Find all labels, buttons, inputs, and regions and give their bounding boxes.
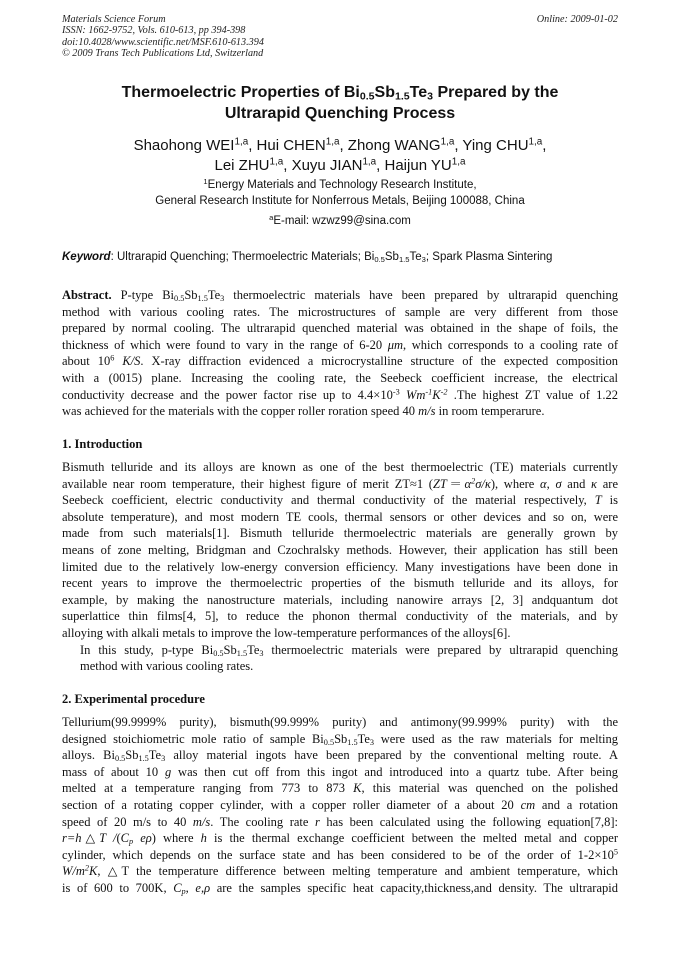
introduction-body bbox=[62, 459, 618, 675]
body-line: limited due to the relatively low-energy conversion efficiency. Many investigations have been done in bbox=[62, 559, 618, 574]
journal-header bbox=[62, 14, 618, 59]
abstract-line: was achieved for the materials with the copper roller roration speed 40 m/s in room temperarure. bbox=[62, 404, 545, 419]
body-line: section of a rotating copper cylinder, with a copper roller diameter of a about 20 cm and a rotation bbox=[62, 797, 618, 812]
body-line: made from such materials[1]. Bismuth telluride thermoelectric materials are generally grown by bbox=[62, 526, 618, 541]
body-line: alloying with alkali metals to improve the low-temperature performances of the alloys[6]. bbox=[62, 625, 511, 640]
body-line: In this study, p-type $Bi_{0.5}Sb_{1.5}Te_3$ thermoelectric materials were prepared by ultrarapid quenching bbox=[80, 642, 618, 658]
title-line: Ultrarapid Quenching Process bbox=[224, 105, 456, 122]
abstract-line: about $10^6$ K/S. X-ray diffraction evidenced a microcrystalline structure of the expected composition bbox=[62, 353, 619, 369]
body-line: Bismuth telluride and its alloys are known as one of the best thermoelectric (TE) materials currently bbox=[62, 460, 618, 474]
body-line: speed of 20 m/s to 40 m/s. The cooling rate r has been calculated using the following equation[7,8]: bbox=[62, 814, 618, 829]
body-line: method with various cooling rates. bbox=[80, 659, 254, 674]
body-line: $W/m^2K$, △T the temperature difference between melting temperature and ambient temperature, which bbox=[62, 863, 618, 879]
body-line: is of 600 to 700K, $C_p$, e,ρ are the samples specific heat capacity,thickness,and density. The ultrarapid bbox=[62, 880, 618, 896]
paper-title bbox=[62, 82, 618, 124]
author-line: Shaohong WEI$^{1,a}$, Hui CHEN$^{1,a}$, Zhong WANG$^{1,a}$, Ying CHU$^{1,a}$, bbox=[133, 136, 547, 154]
doi-line[interactable]: doi:10.4028/www.scientific.net/MSF.610-613.394 bbox=[62, 36, 264, 48]
abstract-line: with a (0015) plane. Increasing the cooling rate, the Seebeck coefficient increase, the electrical bbox=[62, 370, 618, 385]
abstract bbox=[62, 287, 618, 420]
body-line: superlattice thin films[4, 5], to reduce the phonon thermal conductivity of the materials, and by bbox=[62, 609, 618, 624]
body-line: means of zone melting, Bridgman and Czochralsky methods. However, their application has still been bbox=[62, 542, 618, 557]
email[interactable]: $^a$E-mail: wzwz99@sina.com bbox=[269, 212, 411, 227]
affiliation bbox=[62, 178, 618, 209]
title-line: Thermoelectric Properties of $Bi_{0.5}Sb_{1.5}Te_3$ Prepared by the bbox=[121, 84, 559, 103]
body-line: Tellurium(99.9999% purity), bismuth(99.999% purity) and antimony(99.999% purity) with the bbox=[62, 715, 618, 729]
abstract-line: Abstract. P-type $Bi_{0.5}Sb_{1.5}Te_3$ thermoelectric materials have been prepared by ultrarapid quenching bbox=[62, 288, 618, 304]
affiliation-line: $^1$Energy Materials and Technology Research Institute, bbox=[203, 176, 477, 191]
online-date: Online: 2009-01-02 bbox=[536, 14, 618, 25]
body-line: recent years to improve the thermoelectric properties of the bismuth telluride and its alloys, for bbox=[62, 576, 618, 591]
body-line: Seebeck coefficient, electric conductivity and thermal conductivity of the material respectively, T is bbox=[62, 493, 618, 508]
keywords: Keyword: Ultrarapid Quenching; Thermoelectric Materials; $Bi_{0.5}Sb_{1.5}Te_3$; Spark Plasma Sintering bbox=[62, 251, 553, 264]
journal-name: Materials Science Forum bbox=[62, 14, 166, 25]
section-heading-introduction: 1. Introduction bbox=[62, 437, 143, 451]
abstract-line: conductivity decrease and the power factor rise up to $4.4\times 10^{-3}$ $Wm^{-1}K^{-2}$ .The highest ZT value of 1.22 bbox=[62, 387, 619, 402]
body-line: alloys. $Bi_{0.5}Sb_{1.5}Te_3$ alloy material ingots have been prepared by the conventional melting route. A bbox=[62, 748, 618, 764]
body-line: cylinder, which depends on the surface state and has been considered to be of the order of $1-2\times 10^5$ bbox=[62, 847, 618, 862]
section-heading-experimental: 2. Experimental procedure bbox=[62, 692, 205, 706]
author-line: Lei ZHU$^{1,a}$, Xuyu JIAN$^{1,a}$, Haijun YU$^{1,a}$ bbox=[214, 156, 466, 174]
body-line: melted at a temperature ranging from 773 to 873 K, this material was quenched on the polished bbox=[62, 781, 618, 796]
body-line: r=h△T $/(C_p$ eρ) where h is the thermal exchange coefficient between the melted metal and copper bbox=[62, 831, 618, 847]
body-line: available near room temperature, their highest figure of merit ZT≈1 $(ZT=\alpha^2\sigma/\kappa)$, where α, σ and κ are bbox=[62, 476, 618, 491]
body-line: designed stoichiometric mole ratio of sample $Bi_{0.5}Sb_{1.5}Te_3$ were used as the raw materials for melting bbox=[62, 731, 618, 747]
body-line: absolute temperature), and most modern TE cools, thermal sensors or other devices and so on, were bbox=[62, 509, 618, 524]
affiliation-line: General Research Institute for Nonferrous Metals, Beijing 100088, China bbox=[155, 194, 525, 207]
abstract-line: thickness of which were found to vary in the range of 6-20 μm, which corresponds to a cooling rate of bbox=[62, 337, 618, 352]
body-line: mass of about 10 g was then cut off from this ingot and introduced into a quartz tube. After being bbox=[62, 764, 618, 779]
author-list bbox=[62, 136, 618, 176]
body-line: example, by making the nanostructure materials, including nanowire arrays [2, 3] andquantum dot bbox=[62, 592, 618, 607]
abstract-line: prepared by normal cooling. The ultrarapid quenched material was obtained in the shape of foils, the bbox=[62, 321, 618, 336]
issn-line: ISSN: 1662-9752, Vols. 610-613, pp 394-398 bbox=[62, 25, 246, 37]
experimental-body bbox=[62, 714, 618, 897]
copyright-line: © 2009 Trans Tech Publications Ltd, Switzerland bbox=[62, 47, 264, 59]
abstract-line: method with various cooling rates. The microstructures of sample are very different from those bbox=[62, 304, 618, 319]
